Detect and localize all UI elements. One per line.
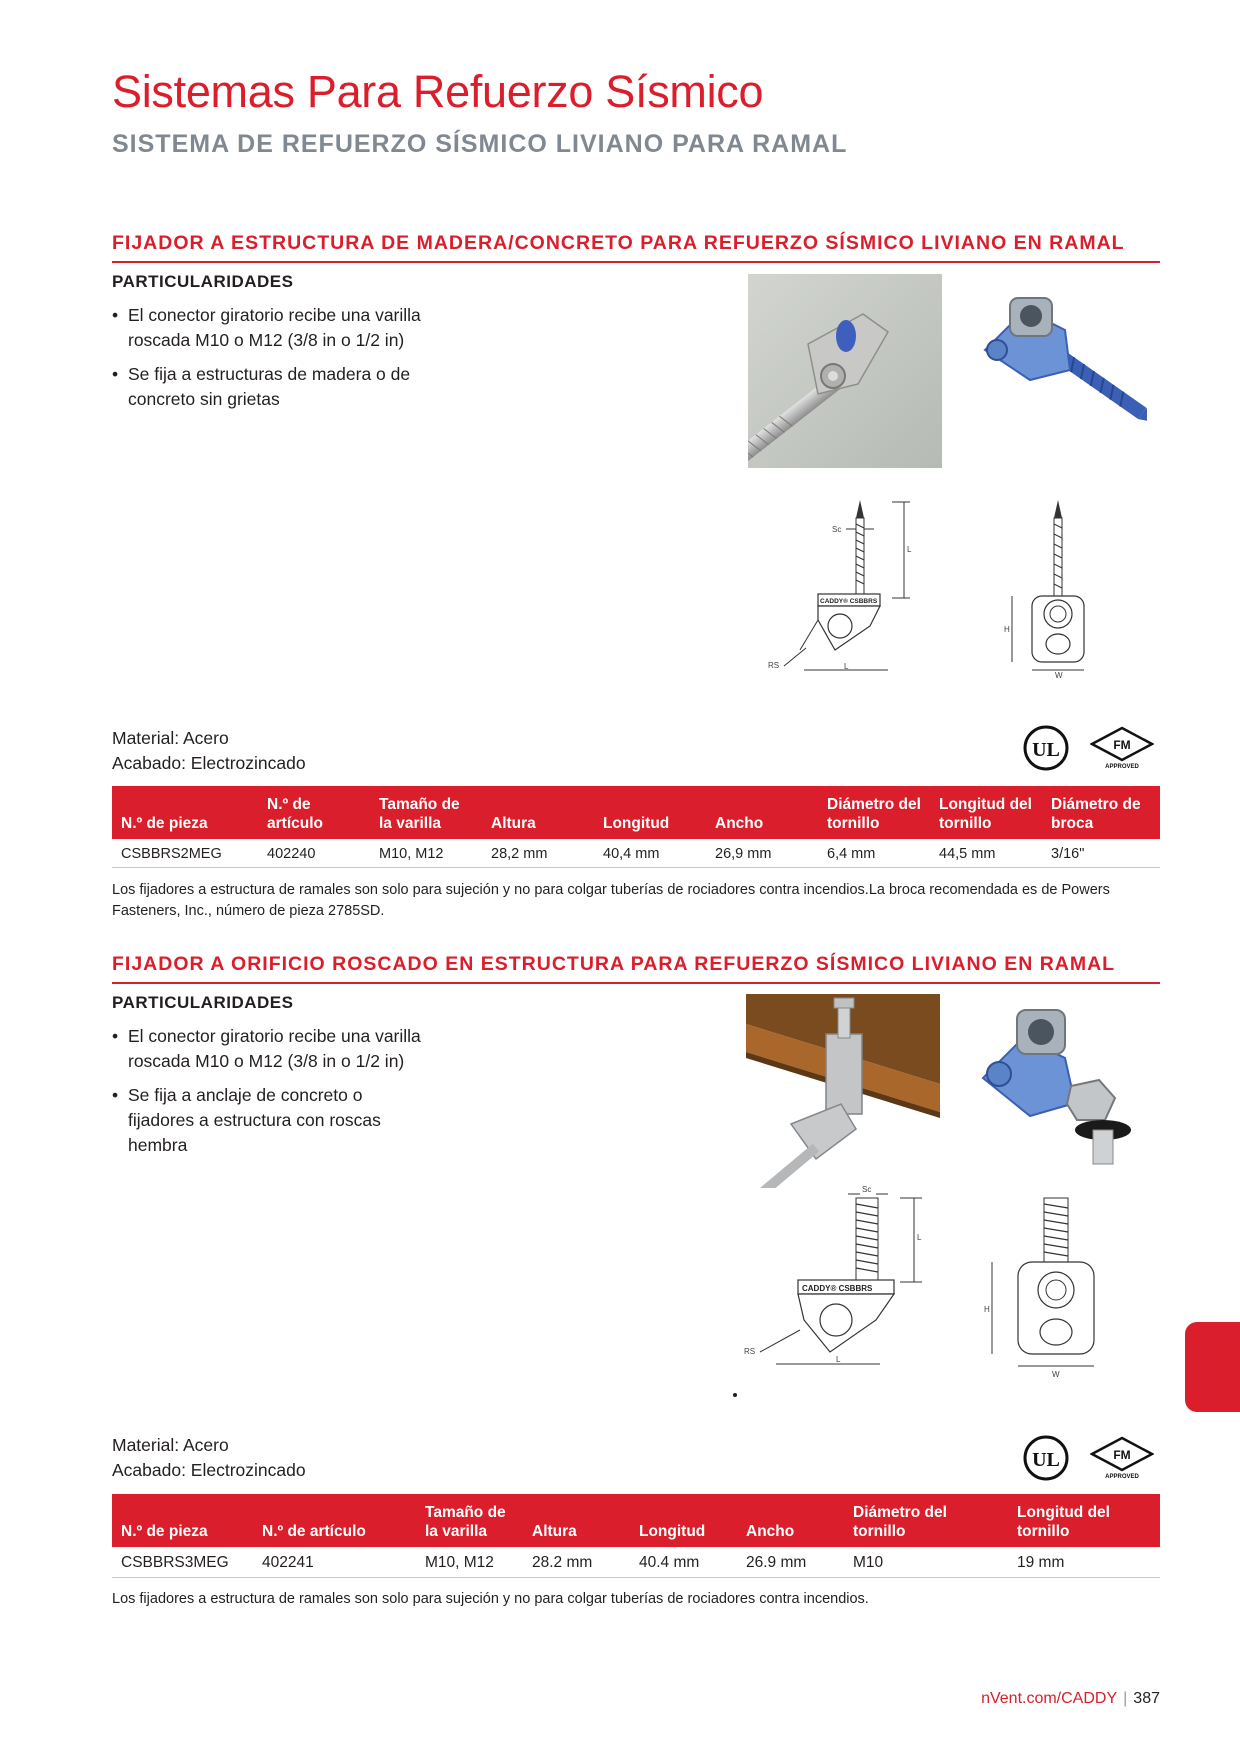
table-cell: 26,9 mm — [706, 839, 818, 868]
svg-text:L: L — [844, 662, 849, 671]
section2-material-text: Material: Acero — [112, 1435, 229, 1455]
table-cell: CSBBRS3MEG — [112, 1547, 253, 1578]
table-cell: M10, M12 — [370, 839, 482, 868]
table-header: Longitud — [630, 1494, 737, 1547]
footer-separator: | — [1123, 1690, 1128, 1707]
table-header: Diámetro del tornillo — [844, 1494, 1008, 1547]
section2-feature-item: • El conector giratorio recibe una varilla roscada M10 o M12 (3/8 in o 1/2 in) — [112, 1024, 432, 1074]
section1-features-list — [112, 303, 432, 421]
table-header: Tamaño de la varilla — [416, 1494, 523, 1547]
table-cell: 40,4 mm — [594, 839, 706, 868]
section1-installed-photo — [748, 274, 942, 468]
svg-text:RS: RS — [768, 661, 780, 670]
section2-side-drawing — [740, 1180, 940, 1380]
svg-text:UL: UL — [1032, 739, 1060, 761]
section1-heading: FIJADOR A ESTRUCTURA DE MADERA/CONCRETO PARA REFUERZO SÍSMICO LIVIANO EN RAMAL — [112, 232, 1160, 263]
section2-front-drawing — [982, 1188, 1112, 1380]
table-cell: 402241 — [253, 1547, 416, 1578]
footer-url-link[interactable]: nVent.com/CADDY — [981, 1690, 1118, 1707]
table-cell: 26.9 mm — [737, 1547, 844, 1578]
table-cell: M10, M12 — [416, 1547, 523, 1578]
svg-text:Sc: Sc — [832, 525, 842, 534]
section1-features-title: PARTICULARIDADES — [112, 272, 294, 291]
table-header: Altura — [523, 1494, 630, 1547]
page-title: Sistemas Para Refuerzo Sísmico — [112, 66, 764, 117]
section1-material-text: Material: Acero — [112, 728, 229, 748]
section2-spec-table — [112, 1494, 1160, 1578]
section1-material — [112, 726, 306, 776]
table-cell: 28.2 mm — [523, 1547, 630, 1578]
table-header: N.º de pieza — [112, 1494, 253, 1547]
svg-text:Sc: Sc — [862, 1185, 872, 1194]
fm-approved-icon — [1090, 1436, 1154, 1485]
svg-text:W: W — [1055, 671, 1063, 680]
section1-finish-text: Acabado: Electrozincado — [112, 753, 306, 773]
table-header: Ancho — [737, 1494, 844, 1547]
svg-text:H: H — [1004, 625, 1010, 634]
svg-text:CADDY® CSBBRS: CADDY® CSBBRS — [820, 598, 878, 605]
section1-spec-table — [112, 786, 1160, 868]
table-header: Longitud del tornillo — [930, 786, 1042, 839]
table-cell: 44,5 mm — [930, 839, 1042, 868]
section1-note: Los fijadores a estructura de ramales son solo para sujeción y no para colgar tuberías de rociadores contra incendios.La broca recomendada es de Powers Fasteners, Inc., número de pieza 2785SD. — [112, 882, 1110, 919]
table-cell: M10 — [844, 1547, 1008, 1578]
svg-text:APPROVED: APPROVED — [1105, 764, 1139, 770]
section2-note: Los fijadores a estructura de ramales son solo para sujeción y no para colgar tuberías de rociadores contra incendios. — [112, 1591, 869, 1607]
section1-product-photo — [975, 290, 1147, 450]
svg-text:W: W — [1052, 1370, 1060, 1379]
ul-certification-icon — [1022, 1434, 1070, 1487]
table-header: N.º de pieza — [112, 786, 258, 839]
section1-side-drawing — [760, 498, 940, 680]
table-header: Longitud del tornillo — [1008, 1494, 1160, 1547]
svg-text:L: L — [917, 1233, 922, 1242]
table-cell: 40.4 mm — [630, 1547, 737, 1578]
table-row — [112, 839, 1160, 868]
svg-text:APPROVED: APPROVED — [1105, 1474, 1139, 1480]
section2-material — [112, 1433, 306, 1483]
table-cell: 3/16" — [1042, 839, 1160, 868]
section1-feature-item: • El conector giratorio recibe una varilla roscada M10 o M12 (3/8 in o 1/2 in) — [112, 303, 432, 353]
table-row — [112, 1547, 1160, 1578]
svg-text:UL: UL — [1032, 1449, 1060, 1471]
table-cell: 402240 — [258, 839, 370, 868]
section2-features-title: PARTICULARIDADES — [112, 993, 294, 1012]
table-header: Diámetro del tornillo — [818, 786, 930, 839]
page-number: 387 — [1133, 1690, 1160, 1707]
svg-text:L: L — [907, 545, 912, 554]
table-header: Altura — [482, 786, 594, 839]
section2-heading: FIJADOR A ORIFICIO ROSCADO EN ESTRUCTURA PARA REFUERZO SÍSMICO LIVIANO EN RAMAL — [112, 953, 1160, 984]
section2-features-list — [112, 1024, 432, 1167]
svg-text:FM: FM — [1113, 738, 1131, 752]
section1-feature-item: • Se fija a estructuras de madera o de concreto sin grietas — [112, 362, 432, 412]
side-section-tab — [1185, 1322, 1240, 1412]
section2-product-photo — [975, 1008, 1147, 1168]
table-header: N.º de artículo — [258, 786, 370, 839]
section2-finish-text: Acabado: Electrozincado — [112, 1460, 306, 1480]
page-footer — [981, 1690, 1160, 1708]
table-header: Longitud — [594, 786, 706, 839]
svg-text:H: H — [984, 1305, 990, 1314]
table-cell: 19 mm — [1008, 1547, 1160, 1578]
svg-text:L: L — [836, 1355, 841, 1364]
svg-text:RS: RS — [744, 1347, 756, 1356]
fm-approved-icon — [1090, 726, 1154, 775]
section2-feature-item: • Se fija a anclaje de concreto o fijadores a estructura con roscas hembra — [112, 1083, 432, 1158]
stray-dot — [733, 1393, 737, 1397]
table-header: Tamaño de la varilla — [370, 786, 482, 839]
svg-text:CADDY® CSBBRS: CADDY® CSBBRS — [802, 1284, 873, 1293]
table-cell: CSBBRS2MEG — [112, 839, 258, 868]
table-cell: 28,2 mm — [482, 839, 594, 868]
ul-certification-icon — [1022, 724, 1070, 777]
table-header: Diámetro de broca — [1042, 786, 1160, 839]
table-cell: 6,4 mm — [818, 839, 930, 868]
table-header: Ancho — [706, 786, 818, 839]
section1-front-drawing — [1000, 498, 1104, 680]
table-header: N.º de artículo — [253, 1494, 416, 1547]
table-header-row — [112, 1494, 1160, 1547]
svg-text:FM: FM — [1113, 1448, 1131, 1462]
page-subtitle: SISTEMA DE REFUERZO SÍSMICO LIVIANO PARA RAMAL — [112, 130, 848, 158]
section2-installed-photo — [746, 994, 940, 1188]
table-header-row — [112, 786, 1160, 839]
